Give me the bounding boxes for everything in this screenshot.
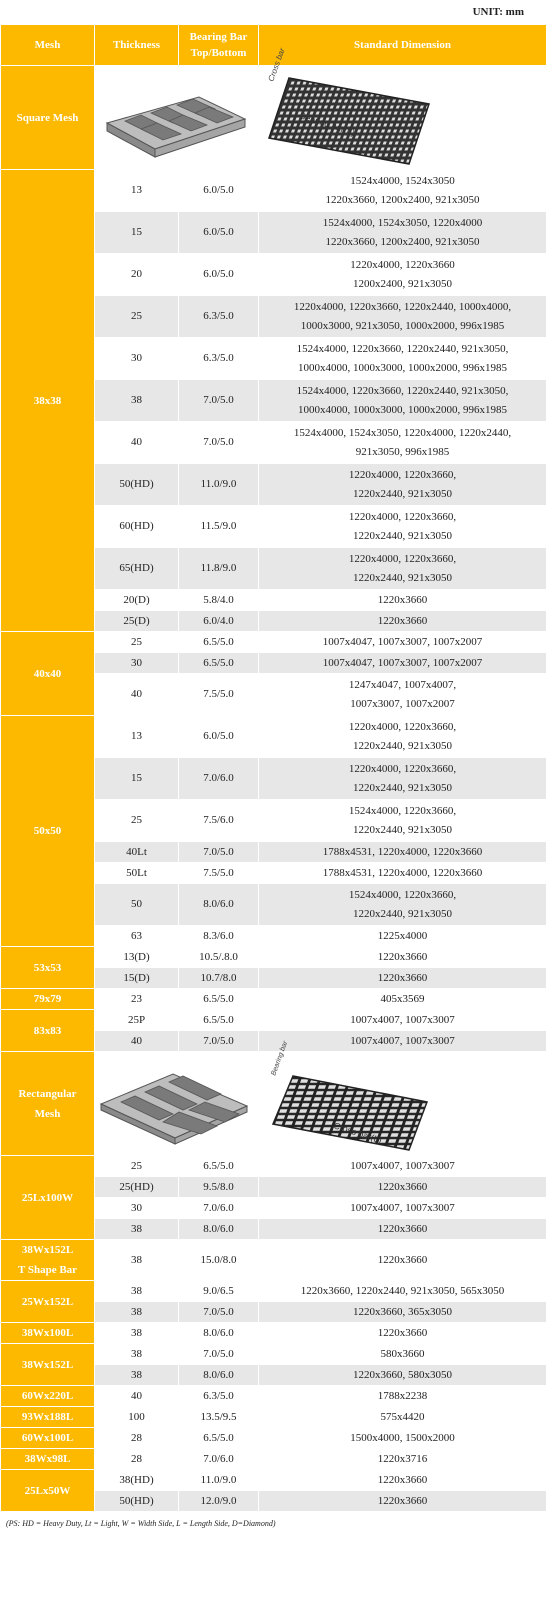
dimension-cell	[259, 989, 547, 1010]
dimension-line: 1007x4007, 1007x3007	[350, 1159, 455, 1172]
footnote: (PS: HD = Heavy Duty, Lt = Light, W = Width Side, L = Length Side, D=Diamond)	[6, 1519, 276, 1528]
thickness-cell: 50(HD)	[95, 1491, 179, 1512]
header-dimension: Standard Dimension	[259, 25, 547, 66]
rect-cell-box-image	[95, 1064, 255, 1144]
bearing-bar-cell: 7.0/6.0	[179, 758, 259, 800]
header-bearing-line2: Top/Bottom	[190, 47, 247, 59]
thickness-cell: 30	[95, 1198, 179, 1219]
dimension-cell	[259, 968, 547, 989]
thickness-cell: 13	[95, 170, 179, 212]
dimension-line: 1524x4000, 1220x3660,	[348, 804, 457, 817]
mesh-size-label: 40x40	[33, 667, 62, 680]
dimension-cell	[259, 842, 547, 863]
dimension-cell	[259, 632, 547, 653]
dimension-line: 1220x4000, 1220x3660,	[348, 510, 457, 523]
thickness-cell: 38	[95, 1344, 179, 1365]
dimension-cell	[259, 590, 547, 611]
table-row	[1, 1323, 547, 1344]
dimension-cell	[259, 1302, 547, 1323]
dimension-cell	[259, 380, 547, 422]
dimension-line: 1524x4000, 1220x3660,	[348, 888, 457, 901]
thickness-cell: 20(D)	[95, 590, 179, 611]
dimension-line: 1500x4000, 1500x2000	[350, 1431, 455, 1444]
dimension-line: 1220x2440, 921x3050	[353, 571, 452, 584]
rect-mesh-cell-illustration	[95, 1052, 259, 1156]
bearing-bar-cell: 7.0/5.0	[179, 1031, 259, 1052]
table-row	[1, 1470, 547, 1491]
dimension-cell	[259, 863, 547, 884]
dimension-cell	[259, 422, 547, 464]
dimension-line: 1220x3660	[377, 1222, 428, 1235]
dimension-line: 1524x4000, 1220x3660, 1220x2440, 921x3050,	[296, 342, 509, 355]
dimension-line: 1220x3660	[377, 593, 428, 606]
dimension-line: 1220x2440, 921x3050	[353, 823, 452, 836]
mesh-size-label: 38x38	[33, 394, 62, 407]
table-row	[1, 1240, 547, 1281]
rect-mesh-label	[1, 1052, 95, 1156]
dimension-cell	[259, 296, 547, 338]
mesh-size-label: 25Wx152L	[21, 1295, 74, 1308]
rect-bearing-bar-caption: Bearing bar	[270, 1039, 290, 1077]
thickness-cell: 63	[95, 926, 179, 947]
bearing-bar-cell: 6.0/5.0	[179, 254, 259, 296]
thickness-cell: 38	[95, 1365, 179, 1386]
mesh-size-cell	[1, 989, 95, 1010]
thickness-cell: 38	[95, 380, 179, 422]
dimension-line: 1007x4007, 1007x3007	[350, 1013, 455, 1026]
dimension-line: 1788x4531, 1220x4000, 1220x3660	[322, 845, 483, 858]
mesh-size-cell	[1, 1010, 95, 1052]
bearing-bar-cell: 7.0/5.0	[179, 380, 259, 422]
dimension-cell	[259, 884, 547, 926]
dimension-cell	[259, 1344, 547, 1365]
bearing-bar-cell: 7.0/5.0	[179, 842, 259, 863]
mesh-size-label: 83x83	[33, 1024, 62, 1037]
dimension-line: 1220x4000, 1220x3660,	[348, 468, 457, 481]
header-bearing-bar	[179, 25, 259, 66]
thickness-cell: 38	[95, 1240, 179, 1281]
dimension-line: 1788x4531, 1220x4000, 1220x3660	[322, 866, 483, 879]
table-row	[1, 1386, 547, 1407]
dimension-line: 1000x4000, 1000x3000, 1000x2000, 996x1985	[298, 403, 507, 416]
dimension-line: 1220x3660, 1200x2400, 921x3050	[325, 193, 480, 206]
dimension-line: 1220x4000, 1220x3660	[350, 258, 455, 271]
dimension-cell	[259, 611, 547, 632]
header-thickness: Thickness	[95, 25, 179, 66]
dimension-cell	[259, 1010, 547, 1031]
mesh-size-cell	[1, 632, 95, 716]
bearing-bar-cell: 6.3/5.0	[179, 1386, 259, 1407]
bearing-bar-cell: 8.0/6.0	[179, 1323, 259, 1344]
bearing-bar-cell: 6.3/5.0	[179, 338, 259, 380]
mesh-size-label: 25Lx100W	[21, 1191, 74, 1204]
dimension-cell	[259, 1281, 547, 1302]
dimension-line: 1220x3660, 1200x2400, 921x3050	[325, 235, 480, 248]
dimension-line: 1220x2440, 921x3050	[353, 739, 452, 752]
mesh-size-cell	[1, 1240, 95, 1281]
unit-label: UNIT: mm	[472, 6, 524, 18]
dimension-line: 1220x2440, 921x3050	[353, 907, 452, 920]
thickness-cell: 23	[95, 989, 179, 1010]
dimension-line: 1220x3660	[377, 614, 428, 627]
bearing-bar-cell: 7.0/6.0	[179, 1198, 259, 1219]
mesh-size-label: 93Wx188L	[21, 1411, 74, 1423]
thickness-cell: 60(HD)	[95, 506, 179, 548]
header-bearing-line1: Bearing Bar	[189, 31, 248, 43]
bearing-bar-cell: 6.0/4.0	[179, 611, 259, 632]
square-mesh-image-row	[1, 66, 547, 170]
mesh-size-label: 38Wx100L	[21, 1327, 74, 1339]
thickness-cell: 38(HD)	[95, 1470, 179, 1491]
thickness-cell: 15(D)	[95, 968, 179, 989]
thickness-cell: 40	[95, 422, 179, 464]
bearing-bar-cell: 7.5/5.0	[179, 674, 259, 716]
bearing-bar-cell: 8.0/6.0	[179, 1365, 259, 1386]
bearing-bar-cell: 7.0/5.0	[179, 1302, 259, 1323]
mesh-size-cell	[1, 1470, 95, 1512]
dimension-cell	[259, 1449, 547, 1470]
dimension-line: 1007x3007, 1007x2007	[350, 697, 455, 710]
square-cross-bar-caption: Cross bar	[266, 46, 287, 83]
rect-mesh-image-row	[1, 1052, 547, 1156]
bearing-bar-cell: 8.0/6.0	[179, 884, 259, 926]
thickness-cell: 13	[95, 716, 179, 758]
dimension-cell	[259, 1386, 547, 1407]
dimension-cell	[259, 1470, 547, 1491]
thickness-cell: 25(HD)	[95, 1177, 179, 1198]
mesh-size-cell	[1, 1156, 95, 1240]
bearing-bar-cell: 6.3/5.0	[179, 296, 259, 338]
table-row	[1, 1428, 547, 1449]
mesh-size-cell	[1, 1323, 95, 1344]
bearing-bar-cell: 8.3/6.0	[179, 926, 259, 947]
thickness-cell: 25	[95, 1156, 179, 1177]
thickness-cell: 25	[95, 296, 179, 338]
dimension-line: 1220x2440, 921x3050	[353, 487, 452, 500]
thickness-cell: 13(D)	[95, 947, 179, 968]
bearing-bar-cell: 6.0/5.0	[179, 170, 259, 212]
dimension-cell	[259, 464, 547, 506]
dimension-line: 1220x4000, 1220x3660,	[348, 762, 457, 775]
bearing-bar-cell: 11.5/9.0	[179, 506, 259, 548]
mesh-size-cell	[1, 1407, 95, 1428]
dimension-line: 575x4420	[380, 1410, 425, 1423]
dimension-line: 580x3660	[380, 1347, 425, 1360]
thickness-cell: 25	[95, 632, 179, 653]
bearing-bar-cell: 7.5/5.0	[179, 863, 259, 884]
bearing-bar-cell: 13.5/9.5	[179, 1407, 259, 1428]
dimension-cell	[259, 254, 547, 296]
dimension-cell	[259, 1177, 547, 1198]
table-row	[1, 1449, 547, 1470]
table-row	[1, 1344, 547, 1365]
thickness-cell: 38	[95, 1219, 179, 1240]
mesh-size-label: 38Wx98L	[24, 1453, 71, 1465]
dimension-cell	[259, 1407, 547, 1428]
mesh-size-cell	[1, 716, 95, 947]
bearing-bar-cell: 6.5/5.0	[179, 632, 259, 653]
thickness-cell: 65(HD)	[95, 548, 179, 590]
bearing-bar-cell: 7.0/5.0	[179, 1344, 259, 1365]
mesh-size-cell	[1, 1281, 95, 1323]
table-row	[1, 1010, 547, 1031]
dimension-line: 1220x3660	[377, 1326, 428, 1339]
table-row	[1, 989, 547, 1010]
dimension-line: 1220x3660, 580x3050	[353, 1368, 452, 1381]
mesh-size-label: 38Wx152L	[21, 1358, 74, 1371]
dimension-cell	[259, 1323, 547, 1344]
table-row	[1, 170, 547, 212]
bearing-bar-cell: 6.0/5.0	[179, 716, 259, 758]
thickness-cell: 50	[95, 884, 179, 926]
bearing-bar-cell: 6.5/5.0	[179, 1010, 259, 1031]
thickness-cell: 100	[95, 1407, 179, 1428]
dimension-line: 1220x3660	[377, 971, 428, 984]
thickness-cell: 40	[95, 1031, 179, 1052]
mesh-size-cell	[1, 947, 95, 989]
bearing-bar-cell: 11.0/9.0	[179, 464, 259, 506]
dimension-line: 1000x4000, 1000x3000, 1000x2000, 996x1985	[298, 361, 507, 374]
dimension-cell	[259, 1219, 547, 1240]
thickness-cell: 38	[95, 1281, 179, 1302]
table-row	[1, 1156, 547, 1177]
dimension-line: 1220x3660	[377, 1180, 428, 1193]
mesh-size-label: 60Wx220L	[21, 1390, 74, 1402]
dimension-cell	[259, 716, 547, 758]
thickness-cell: 25(D)	[95, 611, 179, 632]
dimension-cell	[259, 212, 547, 254]
table-row	[1, 947, 547, 968]
mesh-size-label: T Shape Bar	[17, 1264, 78, 1276]
bearing-bar-cell: 15.0/8.0	[179, 1240, 259, 1281]
header-mesh: Mesh	[1, 25, 95, 66]
dimension-line: 1007x4007, 1007x3007	[350, 1201, 455, 1214]
dimension-line: 1220x3716	[377, 1452, 428, 1465]
mesh-size-cell	[1, 1344, 95, 1386]
thickness-cell: 38	[95, 1323, 179, 1344]
bearing-bar-cell: 6.5/5.0	[179, 653, 259, 674]
dimension-line: 1524x4000, 1524x3050, 1220x4000	[322, 216, 483, 229]
bearing-bar-cell: 9.5/8.0	[179, 1177, 259, 1198]
dimension-line: 1220x3660	[377, 1473, 428, 1486]
dimension-line: 1220x3660	[377, 1494, 428, 1507]
rect-mesh-label-line2: Mesh	[34, 1107, 61, 1120]
dimension-cell	[259, 548, 547, 590]
dimension-line: 1200x2400, 921x3050	[353, 277, 452, 290]
dimension-line: 405x3569	[380, 992, 425, 1005]
dimension-line: 1007x4047, 1007x3007, 1007x2007	[322, 656, 483, 669]
dimension-cell	[259, 800, 547, 842]
thickness-cell: 38	[95, 1302, 179, 1323]
thickness-cell: 28	[95, 1428, 179, 1449]
table-row	[1, 716, 547, 758]
rect-mesh-label-line1: Rectangular	[18, 1087, 77, 1100]
bearing-bar-cell: 7.5/6.0	[179, 800, 259, 842]
dimension-cell	[259, 506, 547, 548]
table-row	[1, 1407, 547, 1428]
mesh-size-label: 25Lx50W	[24, 1484, 71, 1497]
dimension-line: 1007x4047, 1007x3007, 1007x2007	[322, 635, 483, 648]
table-row	[1, 1281, 547, 1302]
bearing-bar-cell: 5.8/4.0	[179, 590, 259, 611]
dimension-line: 1220x4000, 1220x3660,	[348, 720, 457, 733]
thickness-cell: 40	[95, 1386, 179, 1407]
dimension-cell	[259, 338, 547, 380]
dimension-cell	[259, 1365, 547, 1386]
bearing-bar-cell: 6.5/5.0	[179, 1156, 259, 1177]
square-mesh-label: Square Mesh	[1, 66, 95, 170]
table-row	[1, 632, 547, 653]
dimension-line: 1524x4000, 1524x3050	[350, 174, 455, 187]
dimension-line: 1220x3660	[377, 1253, 428, 1266]
bearing-bar-cell: 6.0/5.0	[179, 212, 259, 254]
dimension-line: 1007x4007, 1007x3007	[350, 1034, 455, 1047]
thickness-cell: 25P	[95, 1010, 179, 1031]
dimension-line: 1220x3660, 1220x2440, 921x3050, 565x3050	[300, 1284, 505, 1297]
mesh-size-label: 53x53	[33, 961, 62, 974]
mesh-size-cell	[1, 170, 95, 632]
dimension-cell	[259, 926, 547, 947]
dimension-line: 1220x2440, 921x3050	[353, 529, 452, 542]
thickness-cell: 15	[95, 212, 179, 254]
mesh-size-cell	[1, 1386, 95, 1407]
dimension-cell	[259, 1491, 547, 1512]
thickness-cell: 50Lt	[95, 863, 179, 884]
thickness-cell: 15	[95, 758, 179, 800]
thickness-cell: 30	[95, 653, 179, 674]
bearing-bar-cell: 7.0/5.0	[179, 422, 259, 464]
mesh-size-label: 50x50	[33, 825, 62, 837]
dimension-line: 921x3050, 996x1985	[355, 445, 450, 458]
bearing-bar-cell: 11.8/9.0	[179, 548, 259, 590]
dimension-line: 1524x4000, 1524x3050, 1220x4000, 1220x2440,	[293, 426, 512, 439]
dimension-cell	[259, 758, 547, 800]
dimension-cell	[259, 1198, 547, 1219]
dimension-line: 1220x4000, 1220x3660, 1220x2440, 1000x4000,	[293, 300, 512, 313]
square-panel-grating-image	[259, 46, 439, 168]
thickness-cell: 30	[95, 338, 179, 380]
dimension-cell	[259, 170, 547, 212]
bearing-bar-cell: 6.5/5.0	[179, 1428, 259, 1449]
square-mesh-panel-illustration	[259, 46, 547, 170]
bearing-bar-cell: 8.0/6.0	[179, 1219, 259, 1240]
thickness-cell: 40	[95, 674, 179, 716]
mesh-size-cell	[1, 1428, 95, 1449]
dimension-cell	[259, 1240, 547, 1281]
bearing-bar-cell: 6.5/5.0	[179, 989, 259, 1010]
dimension-line: 1788x2238	[377, 1389, 428, 1402]
square-cell-box-image	[95, 83, 255, 153]
dimension-line: 1220x2440, 921x3050	[353, 781, 452, 794]
mesh-size-cell	[1, 1449, 95, 1470]
dimension-line: 1247x4047, 1007x4007,	[348, 678, 457, 691]
bearing-bar-cell: 9.0/6.5	[179, 1281, 259, 1302]
thickness-cell: 40Lt	[95, 842, 179, 863]
dimension-line: 1524x4000, 1220x3660, 1220x2440, 921x3050,	[296, 384, 509, 397]
dimension-line: 1220x3660, 365x3050	[353, 1305, 452, 1318]
thickness-cell: 20	[95, 254, 179, 296]
rect-cross-bar-caption: Cross bar(L)	[332, 1119, 384, 1145]
dimension-cell	[259, 653, 547, 674]
mesh-size-label: 38Wx152L	[21, 1244, 74, 1256]
thickness-cell: 28	[95, 1449, 179, 1470]
dimension-cell	[259, 1031, 547, 1052]
square-mesh-cell-illustration	[95, 66, 259, 170]
mesh-size-label: 60Wx100L	[21, 1432, 74, 1444]
dimension-line: 1225x4000	[377, 929, 428, 942]
grating-spec-table	[0, 24, 547, 1512]
bearing-bar-cell: 7.0/6.0	[179, 1449, 259, 1470]
dimension-cell	[259, 674, 547, 716]
mesh-size-label: 79x79	[33, 993, 62, 1005]
dimension-cell	[259, 1156, 547, 1177]
bearing-bar-cell: 10.7/8.0	[179, 968, 259, 989]
bearing-bar-cell: 10.5/.8.0	[179, 947, 259, 968]
dimension-line: 1220x4000, 1220x3660,	[348, 552, 457, 565]
dimension-line: 1220x3660	[377, 950, 428, 963]
dimension-cell	[259, 947, 547, 968]
square-bearing-bar-caption: Bearing bar(L)	[298, 109, 357, 138]
thickness-cell: 25	[95, 800, 179, 842]
bearing-bar-cell: 12.0/9.0	[179, 1491, 259, 1512]
thickness-cell: 50(HD)	[95, 464, 179, 506]
dimension-line: 1000x3000, 921x3050, 1000x2000, 996x1985	[300, 319, 505, 332]
bearing-bar-cell: 11.0/9.0	[179, 1470, 259, 1491]
dimension-cell	[259, 1428, 547, 1449]
